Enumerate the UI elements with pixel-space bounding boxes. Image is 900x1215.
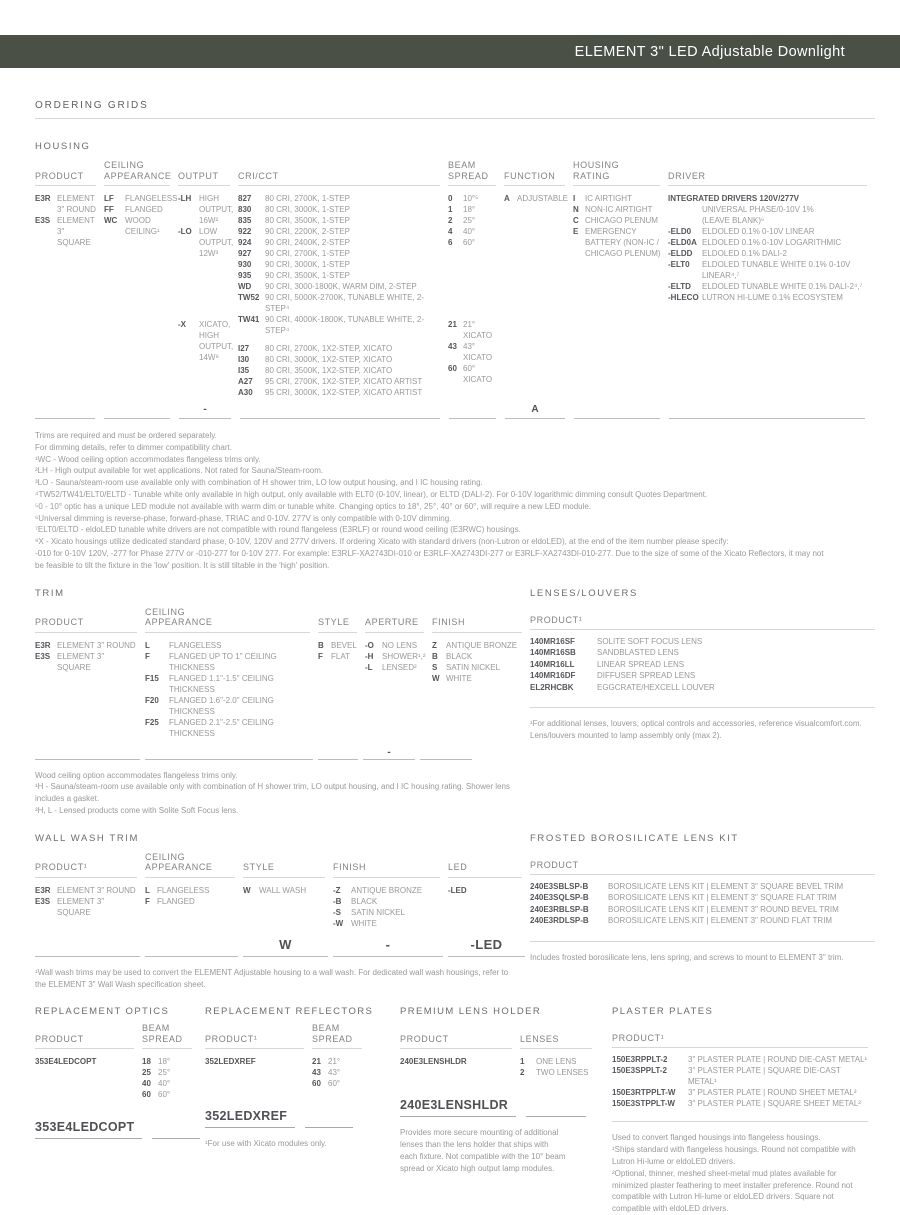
footnote: ⁵0 - 10° optic has a unique LED module not available with warm dim or tunable white. Changing optics to 18°, 25°, 40° or 60°, will require a new LED module.	[35, 501, 592, 511]
fill-cell-finish	[420, 747, 472, 760]
grid-row: 6 60°	[448, 238, 476, 247]
grid-row: F25 FLANGED 2.1"-2.5" CEILING THICKNESS	[145, 717, 274, 738]
grid-row: E3S ELEMENT 3" SQUARE	[35, 896, 105, 917]
column-header: PRODUCT	[35, 617, 84, 628]
row-group	[365, 633, 432, 673]
fill-cell-product	[35, 937, 140, 957]
wallwash-panel	[35, 833, 530, 991]
grid-row: 927 90 CRI, 2700K, 1-STEP	[238, 249, 350, 258]
grid-row: 935 90 CRI, 3500K, 1-STEP	[238, 271, 350, 280]
grid-row: 830 80 CRI, 3000K, 1-STEP	[238, 205, 350, 214]
row-group	[145, 878, 243, 907]
grid-row: 924 90 CRI, 2400K, 2-STEP	[238, 238, 350, 247]
footnote: ⁷ELT0/ELTD - eldoLED tunable white drivers are not compatible with round flangeless (E3RLF) or round wood ceiling (E3RWC) housings.	[35, 525, 521, 535]
column-header: APPEARANCE	[145, 617, 213, 628]
column-header: PRODUCT	[35, 1033, 84, 1044]
grid-row: -LH HIGH OUTPUT, 16W²	[178, 194, 234, 225]
product-column	[400, 1021, 520, 1078]
grid-row: 922 90 CRI, 2200K, 2-STEP	[238, 227, 350, 236]
row-group	[668, 186, 875, 312]
grid-row: E EMERGENCY BATTERY (NON-IC / CHICAGO PLENUM)	[573, 227, 661, 258]
row-group	[432, 633, 530, 684]
wallwash-product-column	[35, 850, 145, 929]
order-code: 353E4LEDCOPT	[35, 1120, 142, 1139]
lenses-column	[520, 1021, 600, 1078]
footnote: ⁶Universal dimming is reverse-phase, forward-phase, TRIAC and 0-10V. 277V is only compatible with 0-10V dimming.	[35, 513, 452, 523]
grid-row: 150E3STPPLT-W 3" PLASTER PLATE | SQUARE SHEET METAL²	[612, 1099, 861, 1109]
column-header: FINISH	[432, 617, 466, 628]
divider	[612, 1121, 868, 1122]
row-group	[142, 1049, 200, 1100]
footnote: Used to convert flanged housings into flangeless housings.	[612, 1133, 821, 1143]
beam-column	[142, 1021, 200, 1100]
content	[0, 100, 900, 1215]
order-code: 240E3LENSHLDR	[400, 1098, 516, 1117]
trim-section-title: TRIM	[35, 587, 65, 599]
grid-row: TW52 90 CRI, 5000K-2700K, TUNABLE WHITE, 2-STEP⁴	[238, 293, 425, 313]
housing-order-fill-row	[35, 404, 875, 419]
fill-cell-style	[318, 747, 358, 760]
housing-grid	[35, 158, 875, 398]
grid-row: -W WHITE	[333, 918, 377, 928]
fill-cell-function: A	[505, 404, 565, 419]
grid-row: N NON-IC AIRTIGHT	[573, 205, 653, 214]
plaster-plates-panel	[612, 1006, 875, 1215]
grid-row: A30 95 CRI, 3000K, 1X2-STEP, XICATO ARTIST	[238, 388, 423, 397]
grid-row: B BEVEL	[318, 640, 357, 650]
lenses-panel	[530, 588, 875, 817]
grid-row: 25 25°	[142, 1068, 171, 1078]
divider	[530, 707, 875, 708]
grid-row: -LO LOW OUTPUT, 12W³	[178, 227, 234, 258]
grid-row: -ELTD ELDOLED TUNABLE WHITE 0.1% DALI-2⁴,⁷	[668, 282, 863, 291]
fill-cell-ceiling	[145, 747, 313, 760]
grid-row: Z ANTIQUE BRONZE	[432, 640, 518, 650]
lenses-rows	[530, 630, 875, 694]
replacement-optics-title: REPLACEMENT OPTICS	[35, 1006, 170, 1018]
grid-row: 150E3RTPPLT-W 3" PLASTER PLATE | ROUND SHEET METAL²	[612, 1088, 857, 1098]
grid-row: 140MR16SB SANDBLASTED LENS	[530, 648, 679, 658]
grid-row: -ELT0 ELDOLED TUNABLE WHITE 0.1% 0-10V LINEAR⁴,⁷	[668, 260, 851, 280]
order-blank-line	[305, 1118, 353, 1128]
grid-row: 352LEDXREF	[205, 1057, 256, 1067]
row-group	[35, 633, 145, 673]
wallwash-footnote: ¹Wall wash trims may be used to convert the ELEMENT Adjustable housing to a wall wash. For dedicated wall wash housings, refer to the ELEMENT 3" Wall Wash specification sheet.	[35, 967, 509, 989]
replacement-reflectors-grid	[205, 1021, 400, 1089]
grid-row: 18 18°	[142, 1057, 171, 1067]
grid-row: 827 80 CRI, 2700K, 1-STEP	[238, 194, 350, 203]
column-header: FUNCTION	[504, 170, 556, 181]
grid-row: 4 40°	[448, 227, 476, 236]
footnote: ²Optional, thinner, meshed sheet-metal mud plates available for minimized plaster feathering to meet installer preference. Round not compatible with Lutron Hi-lume or eldoLED drivers. Square not compatible with eldoLED drivers.	[612, 1168, 853, 1214]
grid-row: 43 43°	[312, 1068, 341, 1078]
housing-rating-column	[573, 158, 668, 398]
grid-row: -HLECO LUTRON HI-LUME 0.1% ECOSYSTEM	[668, 293, 843, 302]
row-group	[243, 878, 333, 896]
fill-cell-cri	[240, 404, 440, 419]
footnote: ⁴TW52/TW41/ELT0/ELTD - Tunable white only available in high output, only available with ELT0 (0-10V, linear), or ELTD (DALI-2). For 0-10V logarithmic dimming consult Quotes Department.	[35, 489, 708, 499]
column-header: STYLE	[243, 862, 275, 873]
fill-cell-rating	[574, 404, 660, 419]
grid-row: UNIVERSAL PHASE/0-10V 1%	[702, 205, 814, 214]
grid-row: -B BLACK	[333, 896, 378, 906]
order-fill	[205, 1109, 400, 1128]
grid-row: -X XICATO, HIGH OUTPUT, 14W⁸	[178, 320, 234, 362]
order-blank-line	[526, 1107, 586, 1117]
borosilicate-rows	[530, 875, 875, 927]
replacement-reflectors-panel	[205, 1006, 400, 1215]
grid-row: -O NO LENS	[365, 640, 418, 650]
grid-row: -Z ANTIQUE BRONZE	[333, 885, 423, 895]
column-header: PRODUCT	[400, 1033, 449, 1044]
fill-cell-ceiling	[145, 937, 238, 957]
grid-row: 240E3SQLSP-B BOROSILICATE LENS KIT | ELEMENT 3" SQUARE FLAT TRIM	[530, 893, 837, 903]
column-header: HOUSING	[573, 160, 620, 170]
fill-cell-product	[35, 747, 140, 760]
footnote: Wood ceiling option accommodates flangeless trims only.	[35, 770, 238, 780]
reflectors-footnote: ¹For use with Xicato modules only.	[205, 1139, 327, 1149]
grid-row: (LEAVE BLANK)⁶	[702, 216, 765, 225]
column-header: PRODUCT¹	[35, 862, 88, 873]
grid-row: LF FLANGELESS	[104, 194, 178, 203]
housing-ceiling-column	[104, 158, 178, 398]
spec-sheet-page	[0, 35, 900, 1214]
row-group	[205, 1049, 312, 1067]
footnote: -010 for 0-10V 120V, -277 for Phase 277V or -010-277 for 0-10V 277. For example: E3RLF-XA2743DI-010 or E3RLF-XA2743DI-277 or E3RLF-XA2743DI-010-277. Due to the size of some of the Xicato Reflectors, it may not	[35, 548, 824, 558]
row-group	[318, 633, 365, 662]
premium-lens-holder-grid	[400, 1021, 612, 1078]
borosilicate-section-title: FROSTED BOROSILICATE LENS KIT	[530, 832, 739, 844]
grid-row: INTEGRATED DRIVERS 120V/277V	[668, 194, 800, 203]
footnote: ¹WC - Wood ceiling option accommodates flangeless trims only.	[35, 454, 261, 464]
wallwash-section-title: WALL WASH TRIM	[35, 832, 140, 844]
grid-row: C CHICAGO PLENUM	[573, 216, 658, 225]
grid-row: -LED	[448, 885, 467, 895]
grid-row: 240E3RDLSP-B BOROSILICATE LENS KIT | ELEMENT 3" ROUND FLAT TRIM	[530, 916, 833, 926]
grid-row: W WALL WASH	[243, 885, 307, 895]
xicato-row-group	[448, 312, 504, 385]
trim-lenses-section	[35, 588, 875, 817]
grid-row: -H SHOWER¹,²	[365, 651, 426, 661]
column-header: CEILING	[145, 606, 186, 617]
column-header: STYLE	[318, 617, 350, 628]
row-group	[145, 633, 318, 739]
replacement-optics-panel	[35, 1006, 205, 1215]
fill-cell-product	[35, 404, 95, 419]
footnote: ¹H - Sauna/steam-room use available only with combination of H shower trim, LO output housing, and I IC housing rating. Shower lens includes a gasket.	[35, 782, 510, 804]
grid-row: WC WOOD CEILING¹	[104, 216, 160, 236]
grid-row: I30 80 CRI, 3000K, 1X2-STEP, XICATO	[238, 355, 393, 364]
order-fill	[400, 1098, 612, 1117]
grid-row: 60 60°	[142, 1090, 171, 1100]
column-header: SPREAD	[142, 1033, 183, 1044]
xicato-row-group	[178, 312, 238, 363]
plaster-plates-rows	[612, 1048, 875, 1109]
grid-row: 2 25°	[448, 216, 476, 225]
housing-section-title: HOUSING	[35, 141, 91, 152]
fill-cell-led: -LED	[448, 937, 525, 957]
grid-row: F FLAT	[318, 651, 350, 661]
page-title: ELEMENT 3" LED Adjustable Downlight	[574, 43, 845, 60]
grid-row: 240E3RBLSP-B BOROSILICATE LENS KIT | ELEMENT 3" ROUND BEVEL TRIM	[530, 904, 839, 914]
grid-row: 150E3SPPLT-2 3" PLASTER PLATE | SQUARE DIE-CAST METAL¹	[612, 1066, 841, 1087]
xicato-row-group	[238, 336, 448, 398]
grid-row: 1 18°	[448, 205, 476, 214]
row-group	[573, 186, 668, 312]
housing-cri-column	[238, 158, 448, 398]
borosilicate-product-header: PRODUCT	[530, 860, 875, 875]
footnote: ⁸X - Xicato housings utilize dedicated standard phase, 0-10V, 120V and 277V drivers. If ordering Xicato with standard drivers (non-Lutron or eldoLED), at the end of the item number please specify:	[35, 537, 729, 547]
housing-footnotes	[35, 430, 875, 572]
column-header: SPREAD	[448, 170, 489, 181]
grid-row: 835 80 CRI, 3500K, 1-STEP	[238, 216, 350, 225]
ordering-grids-label: ORDERING GRIDS	[35, 100, 149, 111]
grid-row: L FLANGELESS	[145, 640, 222, 650]
column-header: APPEARANCE	[104, 170, 172, 181]
trim-style-column	[318, 605, 365, 739]
column-header: CEILING	[145, 851, 186, 862]
column-header: BEAM	[142, 1023, 170, 1034]
grid-row: WD 90 CRI, 3000-1800K, WARM DIM, 2-STEP	[238, 282, 417, 291]
grid-row: 2 TWO LENSES	[520, 1068, 589, 1078]
ordering-grids-heading	[35, 100, 875, 119]
grid-row: EL2RHCBK EGGCRATE/HEXCELL LOUVER	[530, 682, 715, 692]
housing-product-column	[35, 158, 104, 398]
grid-row: -ELD0A ELDOLED 0.1% 0-10V LOGARITHMIC	[668, 238, 842, 247]
bottom-sections	[35, 1006, 875, 1215]
row-group	[448, 186, 504, 312]
footnote: ¹Ships standard with flangeless housings. Round not compatible with Lutron Hi-lume or eldoLED drivers.	[612, 1145, 856, 1166]
footnote: ²H, L - Lensed products come with Solite Soft Focus lens.	[35, 805, 239, 815]
trim-product-column	[35, 605, 145, 739]
footnote: ³LO - Sauna/steam-room use available only with combination of H shower trim, LO low output housing, and I IC housing rating.	[35, 478, 483, 488]
row-group	[312, 1049, 370, 1089]
grid-row: 240E3SBLSP-B BOROSILICATE LENS KIT | ELEMENT 3" SQUARE BEVEL TRIM	[530, 881, 844, 891]
footnote: Trims are required and must be ordered separately.	[35, 431, 217, 440]
fill-cell-style: W	[243, 937, 328, 957]
trim-order-fill-row	[35, 747, 530, 760]
product-column	[205, 1021, 312, 1089]
grid-row: F20 FLANGED 1.6"-2.0" CEILING THICKNESS	[145, 695, 274, 716]
column-header: SPREAD	[312, 1033, 353, 1044]
wallwash-grid	[35, 850, 530, 929]
plaster-plates-title: PLASTER PLATES	[612, 1006, 714, 1018]
trim-panel	[35, 588, 530, 817]
trim-finish-column	[432, 605, 530, 739]
order-blank-line	[152, 1129, 200, 1139]
grid-row: E3S ELEMENT 3" SQUARE	[35, 651, 105, 672]
grid-row: -ELD0 ELDOLED 0.1% 0-10V LINEAR	[668, 227, 815, 236]
grid-row: TW41 90 CRI, 4000K-1800K, TUNABLE WHITE, 2-STEP⁴	[238, 315, 425, 335]
grid-row: F FLANGED	[145, 896, 195, 906]
row-group	[448, 878, 530, 896]
grid-row: A27 95 CRI, 2700K, 1X2-STEP, XICATO ARTIST	[238, 377, 423, 386]
grid-row: -ELDD ELDOLED 0.1% DALI-2	[668, 249, 787, 258]
wallwash-order-fill-row	[35, 937, 530, 957]
wallwash-finish-column	[333, 850, 448, 929]
order-code: 352LEDXREF	[205, 1109, 295, 1128]
grid-row: E3R ELEMENT 3" ROUND	[35, 640, 136, 650]
fill-cell-driver	[669, 404, 865, 419]
row-group	[35, 878, 145, 918]
grid-row: 21 21°	[312, 1057, 341, 1067]
grid-row: 930 90 CRI, 3000K, 1-STEP	[238, 260, 350, 269]
grid-row: I27 80 CRI, 2700K, 1X2-STEP, XICATO	[238, 344, 393, 353]
column-header: APERTURE	[365, 617, 419, 628]
grid-row: 60 60°	[312, 1079, 341, 1089]
grid-row: L FLANGELESS	[145, 885, 210, 895]
grid-row: -S SATIN NICKEL	[333, 907, 406, 917]
footnote: For dimming details, refer to dimmer compatibility chart.	[35, 442, 232, 452]
lenses-footnote: ¹For additional lenses, louvers, optical controls and accessories, reference visualcomfort.com. Lens/louvers mounted to lamp assembly only (max 2).	[530, 719, 862, 740]
wallwash-boro-section	[35, 833, 875, 991]
column-header: FINISH	[333, 862, 367, 873]
plaster-plates-footnotes	[612, 1132, 868, 1215]
column-header: BEAM	[448, 160, 476, 170]
premium-lens-holder-title: PREMIUM LENS HOLDER	[400, 1006, 542, 1018]
grid-row: B BLACK	[432, 651, 473, 661]
fill-cell-finish: -	[333, 937, 443, 957]
row-group	[400, 1049, 520, 1067]
column-header: CEILING	[104, 160, 145, 170]
grid-row: 140MR16SF SOLITE SOFT FOCUS LENS	[530, 636, 703, 646]
grid-row: E3R ELEMENT 3" ROUND	[35, 885, 136, 895]
replacement-reflectors-title: REPLACEMENT REFLECTORS	[205, 1006, 374, 1018]
grid-row: 60 60° XICATO	[448, 364, 493, 384]
lenses-section-title: LENSES/LOUVERS	[530, 587, 638, 599]
product-column	[35, 1021, 142, 1100]
grid-row: S SATIN NICKEL	[432, 662, 501, 672]
trim-aperture-column	[365, 605, 432, 739]
borosilicate-footnote: Includes frosted borosilicate lens, lens spring, and screws to mount to ELEMENT 3" trim.	[530, 952, 844, 962]
fill-cell-ceiling	[104, 404, 170, 419]
grid-row: W WHITE	[432, 673, 472, 683]
order-fill	[35, 1120, 205, 1139]
grid-row: 240E3LENSHLDR	[400, 1057, 467, 1067]
grid-row: 21 21° XICATO	[448, 320, 493, 340]
column-header: PRODUCT¹	[205, 1033, 258, 1044]
grid-row: E3S ELEMENT 3" SQUARE	[35, 216, 95, 247]
grid-row: I IC AIRTIGHT	[573, 194, 632, 203]
column-header: DRIVER	[668, 170, 706, 181]
wallwash-ceiling-column	[145, 850, 243, 929]
column-header: LED	[448, 862, 468, 873]
grid-row: FF FLANGED	[104, 205, 163, 214]
grid-row: 140MR16DF DIFFUSER SPREAD LENS	[530, 671, 696, 681]
grid-row: 43 43° XICATO	[448, 342, 493, 362]
row-group	[35, 1049, 142, 1067]
column-header: LENSES	[520, 1033, 560, 1044]
trim-ceiling-column	[145, 605, 318, 739]
beam-column	[312, 1021, 370, 1089]
wallwash-led-column	[448, 850, 530, 929]
grid-row: 353E4LEDCOPT	[35, 1057, 97, 1067]
grid-row: F15 FLANGED 1.1"-1.5" CEILING THICKNESS	[145, 673, 274, 694]
borosilicate-panel	[530, 833, 875, 991]
column-header: PRODUCT	[35, 170, 84, 181]
divider	[35, 118, 875, 119]
housing-beam-column	[448, 158, 504, 398]
footnote: ²LH - High output available for wet applications. Not rated for Sauna/Steam-room.	[35, 466, 324, 476]
row-group	[35, 186, 104, 312]
grid-row: F FLANGED UP TO 1" CEILING THICKNESS	[145, 651, 277, 672]
row-group	[178, 186, 238, 312]
trim-footnotes	[35, 770, 513, 817]
housing-output-column	[178, 158, 238, 398]
premium-lens-holder-panel	[400, 1006, 612, 1215]
premium-lens-holder-description: Provides more secure mounting of additional lenses than the lens holder that ships with each fixture. Not compatible with the 10° beam spread or Xicato high output lamp modules.	[400, 1128, 566, 1173]
grid-row: 140MR16LL LINEAR SPREAD LENS	[530, 659, 685, 669]
grid-row: 1 ONE LENS	[520, 1057, 577, 1067]
plaster-plates-product-header: PRODUCT¹	[612, 1033, 868, 1048]
grid-row: -L LENSED²	[365, 662, 417, 672]
footnote: be feasible to tilt the fixture in the 'low' position. It is still tiltable in the 'high' position.	[35, 560, 330, 570]
housing-driver-column	[668, 158, 875, 398]
grid-row: E3R ELEMENT 3" ROUND	[35, 194, 96, 214]
column-header: RATING	[573, 170, 610, 181]
fill-cell-aperture: -	[363, 747, 415, 760]
row-group	[238, 186, 448, 336]
grid-row: 150E3RPPLT-2 3" PLASTER PLATE | ROUND DIE-CAST METAL¹	[612, 1055, 868, 1065]
column-header: CRI/CCT	[238, 170, 279, 181]
title-bar	[0, 35, 900, 68]
wallwash-style-column	[243, 850, 333, 929]
row-group	[333, 878, 448, 929]
lenses-product-header: PRODUCT¹	[530, 615, 875, 630]
column-header: BEAM	[312, 1023, 340, 1034]
column-header: OUTPUT	[178, 170, 219, 181]
grid-row: 0 10°⁵	[448, 194, 479, 203]
column-header: APPEARANCE	[145, 862, 213, 873]
housing-function-column	[504, 158, 573, 398]
grid-row: 40 40°	[142, 1079, 171, 1089]
row-group	[504, 186, 573, 312]
fill-cell-output: -	[179, 404, 231, 419]
grid-row: I35 80 CRI, 3500K, 1X2-STEP, XICATO	[238, 366, 393, 375]
trim-grid	[35, 605, 530, 739]
divider	[530, 941, 875, 942]
replacement-optics-grid	[35, 1021, 205, 1100]
fill-cell-beam	[449, 404, 496, 419]
grid-row: A ADJUSTABLE	[504, 194, 568, 203]
row-group	[520, 1049, 600, 1078]
row-group	[104, 186, 178, 312]
